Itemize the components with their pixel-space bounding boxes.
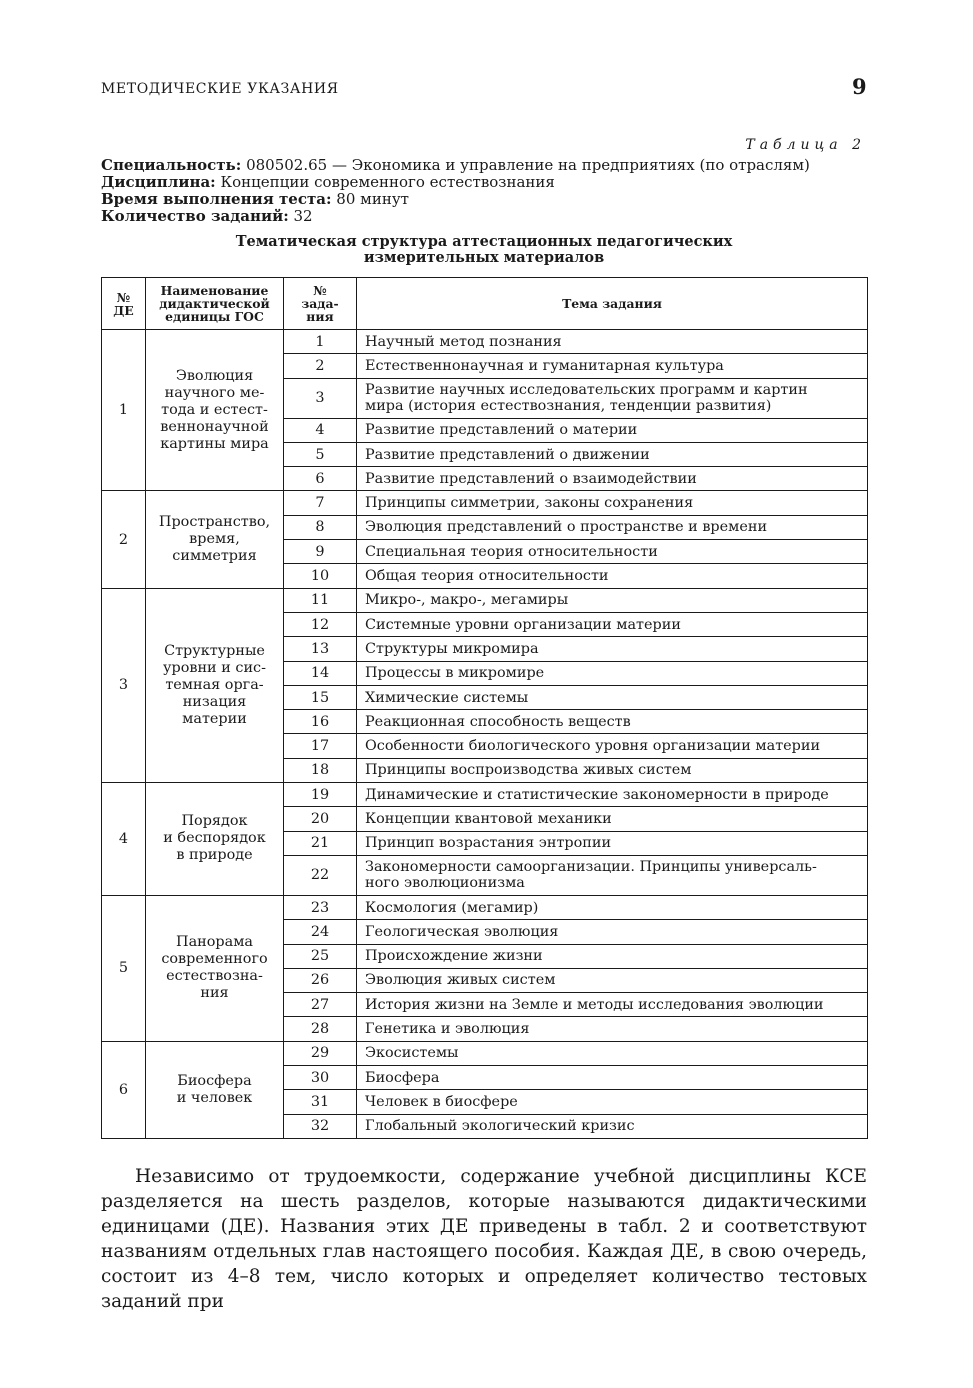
topic-line: Реакционная способность веществ	[365, 713, 631, 730]
task-number-cell: 21	[284, 831, 357, 855]
table-row	[102, 895, 868, 919]
task-number-header: № зада- ния	[284, 278, 357, 330]
topic-cell	[357, 442, 868, 466]
topic-cell	[357, 1090, 868, 1114]
task-number-cell: 7	[284, 491, 357, 515]
topic-cell	[357, 378, 868, 418]
unit-name-line: материи	[182, 710, 247, 727]
specialty-label: Специальность:	[101, 156, 242, 174]
unit-name-line: Эволюция	[175, 367, 254, 384]
topic-line: Особенности биологического уровня организации материи	[365, 738, 821, 755]
unit-name-line: Панорама	[176, 934, 253, 951]
task-number-cell: 31	[284, 1090, 357, 1114]
de-number-cell: 2	[102, 491, 146, 588]
unit-name-line: картины мира	[160, 435, 269, 452]
topic-cell	[357, 710, 868, 734]
topic-line: Принципы симметрии, законы сохранения	[365, 495, 694, 512]
table-caption	[101, 234, 867, 266]
topic-line: Происхождение жизни	[365, 948, 543, 965]
unit-name-line: и человек	[176, 1089, 253, 1106]
body-paragraph	[101, 1164, 867, 1314]
unit-name-cell	[146, 491, 284, 588]
page-number: 9	[852, 74, 867, 99]
task-number-cell: 12	[284, 612, 357, 636]
unit-name-line: низация	[182, 693, 247, 710]
topic-cell	[357, 685, 868, 709]
topic-line: Глобальный экологический кризис	[365, 1118, 635, 1135]
unit-name-line: тода и естест-	[161, 401, 268, 418]
topic-cell	[357, 661, 868, 685]
test-metadata	[101, 157, 810, 225]
count-line	[101, 208, 810, 225]
topic-header: Тема задания	[357, 278, 868, 330]
topic-line: Космология (мегамир)	[365, 899, 539, 916]
topic-line: Динамические и статистические закономерности в природе	[365, 786, 829, 803]
task-number-cell: 24	[284, 920, 357, 944]
task-number-cell: 20	[284, 807, 357, 831]
topic-cell	[357, 944, 868, 968]
topic-line: Структуры микромира	[365, 640, 539, 657]
task-number-cell: 3	[284, 378, 357, 418]
topic-cell	[357, 1066, 868, 1090]
topic-cell	[357, 354, 868, 378]
task-number-cell: 2	[284, 354, 357, 378]
caption-line: измерительных материалов	[363, 249, 605, 266]
task-number-cell: 6	[284, 467, 357, 491]
unit-name-line: веннонаучной	[160, 418, 269, 435]
thematic-structure-table	[101, 277, 868, 1139]
task-number-cell: 4	[284, 418, 357, 442]
task-number-cell: 19	[284, 783, 357, 807]
task-number-cell: 18	[284, 758, 357, 782]
topic-line: Принципы воспроизводства живых систем	[365, 762, 692, 779]
time-label: Время выполнения теста:	[101, 190, 332, 208]
topic-line: Научный метод познания	[365, 333, 562, 350]
topic-line: ного эволюционизма	[365, 875, 525, 892]
task-number-cell: 17	[284, 734, 357, 758]
topic-line: Химические системы	[365, 689, 529, 706]
unit-name-line: время,	[189, 531, 240, 548]
topic-cell	[357, 467, 868, 491]
topic-cell	[357, 418, 868, 442]
topic-cell	[357, 1114, 868, 1138]
task-number-cell: 32	[284, 1114, 357, 1138]
task-number-cell: 25	[284, 944, 357, 968]
topic-cell	[357, 993, 868, 1017]
topic-line: Процессы в микромире	[365, 665, 545, 682]
topic-cell	[357, 807, 868, 831]
de-number-cell: 3	[102, 588, 146, 782]
paragraph-text: Независимо от трудоемкости, содержание учебной дисциплины КСЕ разделяется на шесть разделов, которые называются дидактическими единицами (ДЕ). Названия этих ДЕ приведены в табл. 2 и соответствуют названиям отдельных глав настоящего пособия. Каждая ДЕ, в свою очередь, состоит из 4–8 тем, число которых и определяет количество тестовых заданий при	[101, 1166, 867, 1312]
unit-name-line: Биосфера	[177, 1072, 252, 1089]
unit-name-line: Порядок	[181, 813, 248, 830]
topic-cell	[357, 783, 868, 807]
unit-name-line: уровни и сис-	[163, 659, 266, 676]
topic-line: Общая теория относительности	[365, 568, 609, 585]
task-number-cell: 22	[284, 855, 357, 895]
task-number-cell: 10	[284, 564, 357, 588]
unit-name-cell	[146, 783, 284, 896]
table-label: Таблица 2	[745, 137, 866, 153]
task-number-cell: 15	[284, 685, 357, 709]
task-number-cell: 1	[284, 330, 357, 354]
task-number-cell: 23	[284, 895, 357, 919]
task-number-cell: 5	[284, 442, 357, 466]
topic-cell	[357, 758, 868, 782]
topic-cell	[357, 491, 868, 515]
table-header-row	[102, 278, 868, 330]
topic-line: Концепции квантовой механики	[365, 810, 612, 827]
topic-line: Человек в биосфере	[365, 1093, 518, 1110]
topic-line: Эволюция живых систем	[365, 972, 556, 989]
caption-line: Тематическая структура аттестационных педагогических	[235, 233, 733, 250]
topic-line: мира (история естествознания, тенденции развития)	[365, 398, 772, 415]
task-number-cell: 11	[284, 588, 357, 612]
topic-line: Биосфера	[365, 1069, 440, 1086]
topic-cell	[357, 612, 868, 636]
unit-name-line: ния	[200, 985, 229, 1002]
topic-line: Развитие представлений о взаимодействии	[365, 470, 697, 487]
topic-cell	[357, 855, 868, 895]
de-number-cell: 1	[102, 330, 146, 491]
topic-line: Геологическая эволюция	[365, 923, 559, 940]
discipline-line	[101, 174, 810, 191]
topic-cell	[357, 895, 868, 919]
table-row	[102, 330, 868, 354]
topic-line: Естественнонаучная и гуманитарная культура	[365, 357, 724, 374]
table-row	[102, 783, 868, 807]
topic-cell	[357, 968, 868, 992]
topic-cell	[357, 515, 868, 539]
table-row	[102, 588, 868, 612]
topic-line: Генетика и эволюция	[365, 1021, 530, 1038]
discipline-value: Концепции современного естествознания	[220, 173, 555, 191]
unit-name-line: и беспорядок	[163, 830, 266, 847]
topic-line: Специальная теория относительности	[365, 543, 658, 560]
table-body	[102, 330, 868, 1139]
topic-line: Микро-, макро-, мегамиры	[365, 592, 569, 609]
task-number-cell: 9	[284, 540, 357, 564]
topic-cell	[357, 588, 868, 612]
topic-line: Развитие научных исследовательских программ и картин	[365, 382, 808, 399]
task-number-cell: 13	[284, 637, 357, 661]
topic-line: Закономерности самоорганизации. Принципы универсаль-	[365, 859, 817, 876]
topic-line: Эволюция представлений о пространстве и времени	[365, 519, 768, 536]
topic-line: Развитие представлений о движении	[365, 446, 650, 463]
unit-name-cell	[146, 895, 284, 1041]
topic-line: Развитие представлений о материи	[365, 422, 638, 439]
unit-name-line: естествозна-	[166, 968, 263, 985]
unit-name-line: Структурные	[164, 642, 265, 659]
unit-name-line: современного	[161, 951, 268, 968]
table-row	[102, 491, 868, 515]
task-number-cell: 16	[284, 710, 357, 734]
topic-cell	[357, 564, 868, 588]
count-label: Количество заданий:	[101, 207, 289, 225]
topic-cell	[357, 1041, 868, 1065]
topic-line: История жизни на Земле и методы исследования эволюции	[365, 996, 824, 1013]
topic-cell	[357, 734, 868, 758]
topic-cell	[357, 540, 868, 564]
unit-name-line: темная орга-	[165, 676, 264, 693]
topic-cell	[357, 1017, 868, 1041]
unit-name-cell	[146, 588, 284, 782]
topic-cell	[357, 637, 868, 661]
unit-name-cell	[146, 330, 284, 491]
task-number-cell: 30	[284, 1066, 357, 1090]
de-number-cell: 5	[102, 895, 146, 1041]
unit-name-line: симметрия	[172, 548, 257, 565]
task-number-cell: 29	[284, 1041, 357, 1065]
de-number-cell: 6	[102, 1041, 146, 1138]
time-line	[101, 191, 810, 208]
task-number-cell: 26	[284, 968, 357, 992]
count-value: 32	[293, 207, 313, 225]
table-row	[102, 1041, 868, 1065]
topic-line: Системные уровни организации материи	[365, 616, 681, 633]
unit-name-line: научного ме-	[164, 384, 265, 401]
topic-line: Экосистемы	[365, 1045, 459, 1062]
de-number-header: № ДЕ	[102, 278, 146, 330]
topic-cell	[357, 920, 868, 944]
unit-name-line: Пространство,	[158, 514, 271, 531]
specialty-value: 080502.65 — Экономика и управление на предприятиях (по отраслям)	[246, 156, 810, 174]
topic-line: Принцип возрастания энтропии	[365, 835, 612, 852]
task-number-cell: 28	[284, 1017, 357, 1041]
running-head: МЕТОДИЧЕСКИЕ УКАЗАНИЯ	[101, 81, 339, 97]
de-number-cell: 4	[102, 783, 146, 896]
task-number-cell: 14	[284, 661, 357, 685]
time-value: 80 минут	[336, 190, 409, 208]
task-number-cell: 8	[284, 515, 357, 539]
topic-cell	[357, 330, 868, 354]
unit-name-header: Наименование дидактической единицы ГОС	[146, 278, 284, 330]
unit-name-cell	[146, 1041, 284, 1138]
discipline-label: Дисциплина:	[101, 173, 216, 191]
specialty-line	[101, 157, 810, 174]
task-number-cell: 27	[284, 993, 357, 1017]
unit-name-line: в природе	[176, 847, 253, 864]
topic-cell	[357, 831, 868, 855]
